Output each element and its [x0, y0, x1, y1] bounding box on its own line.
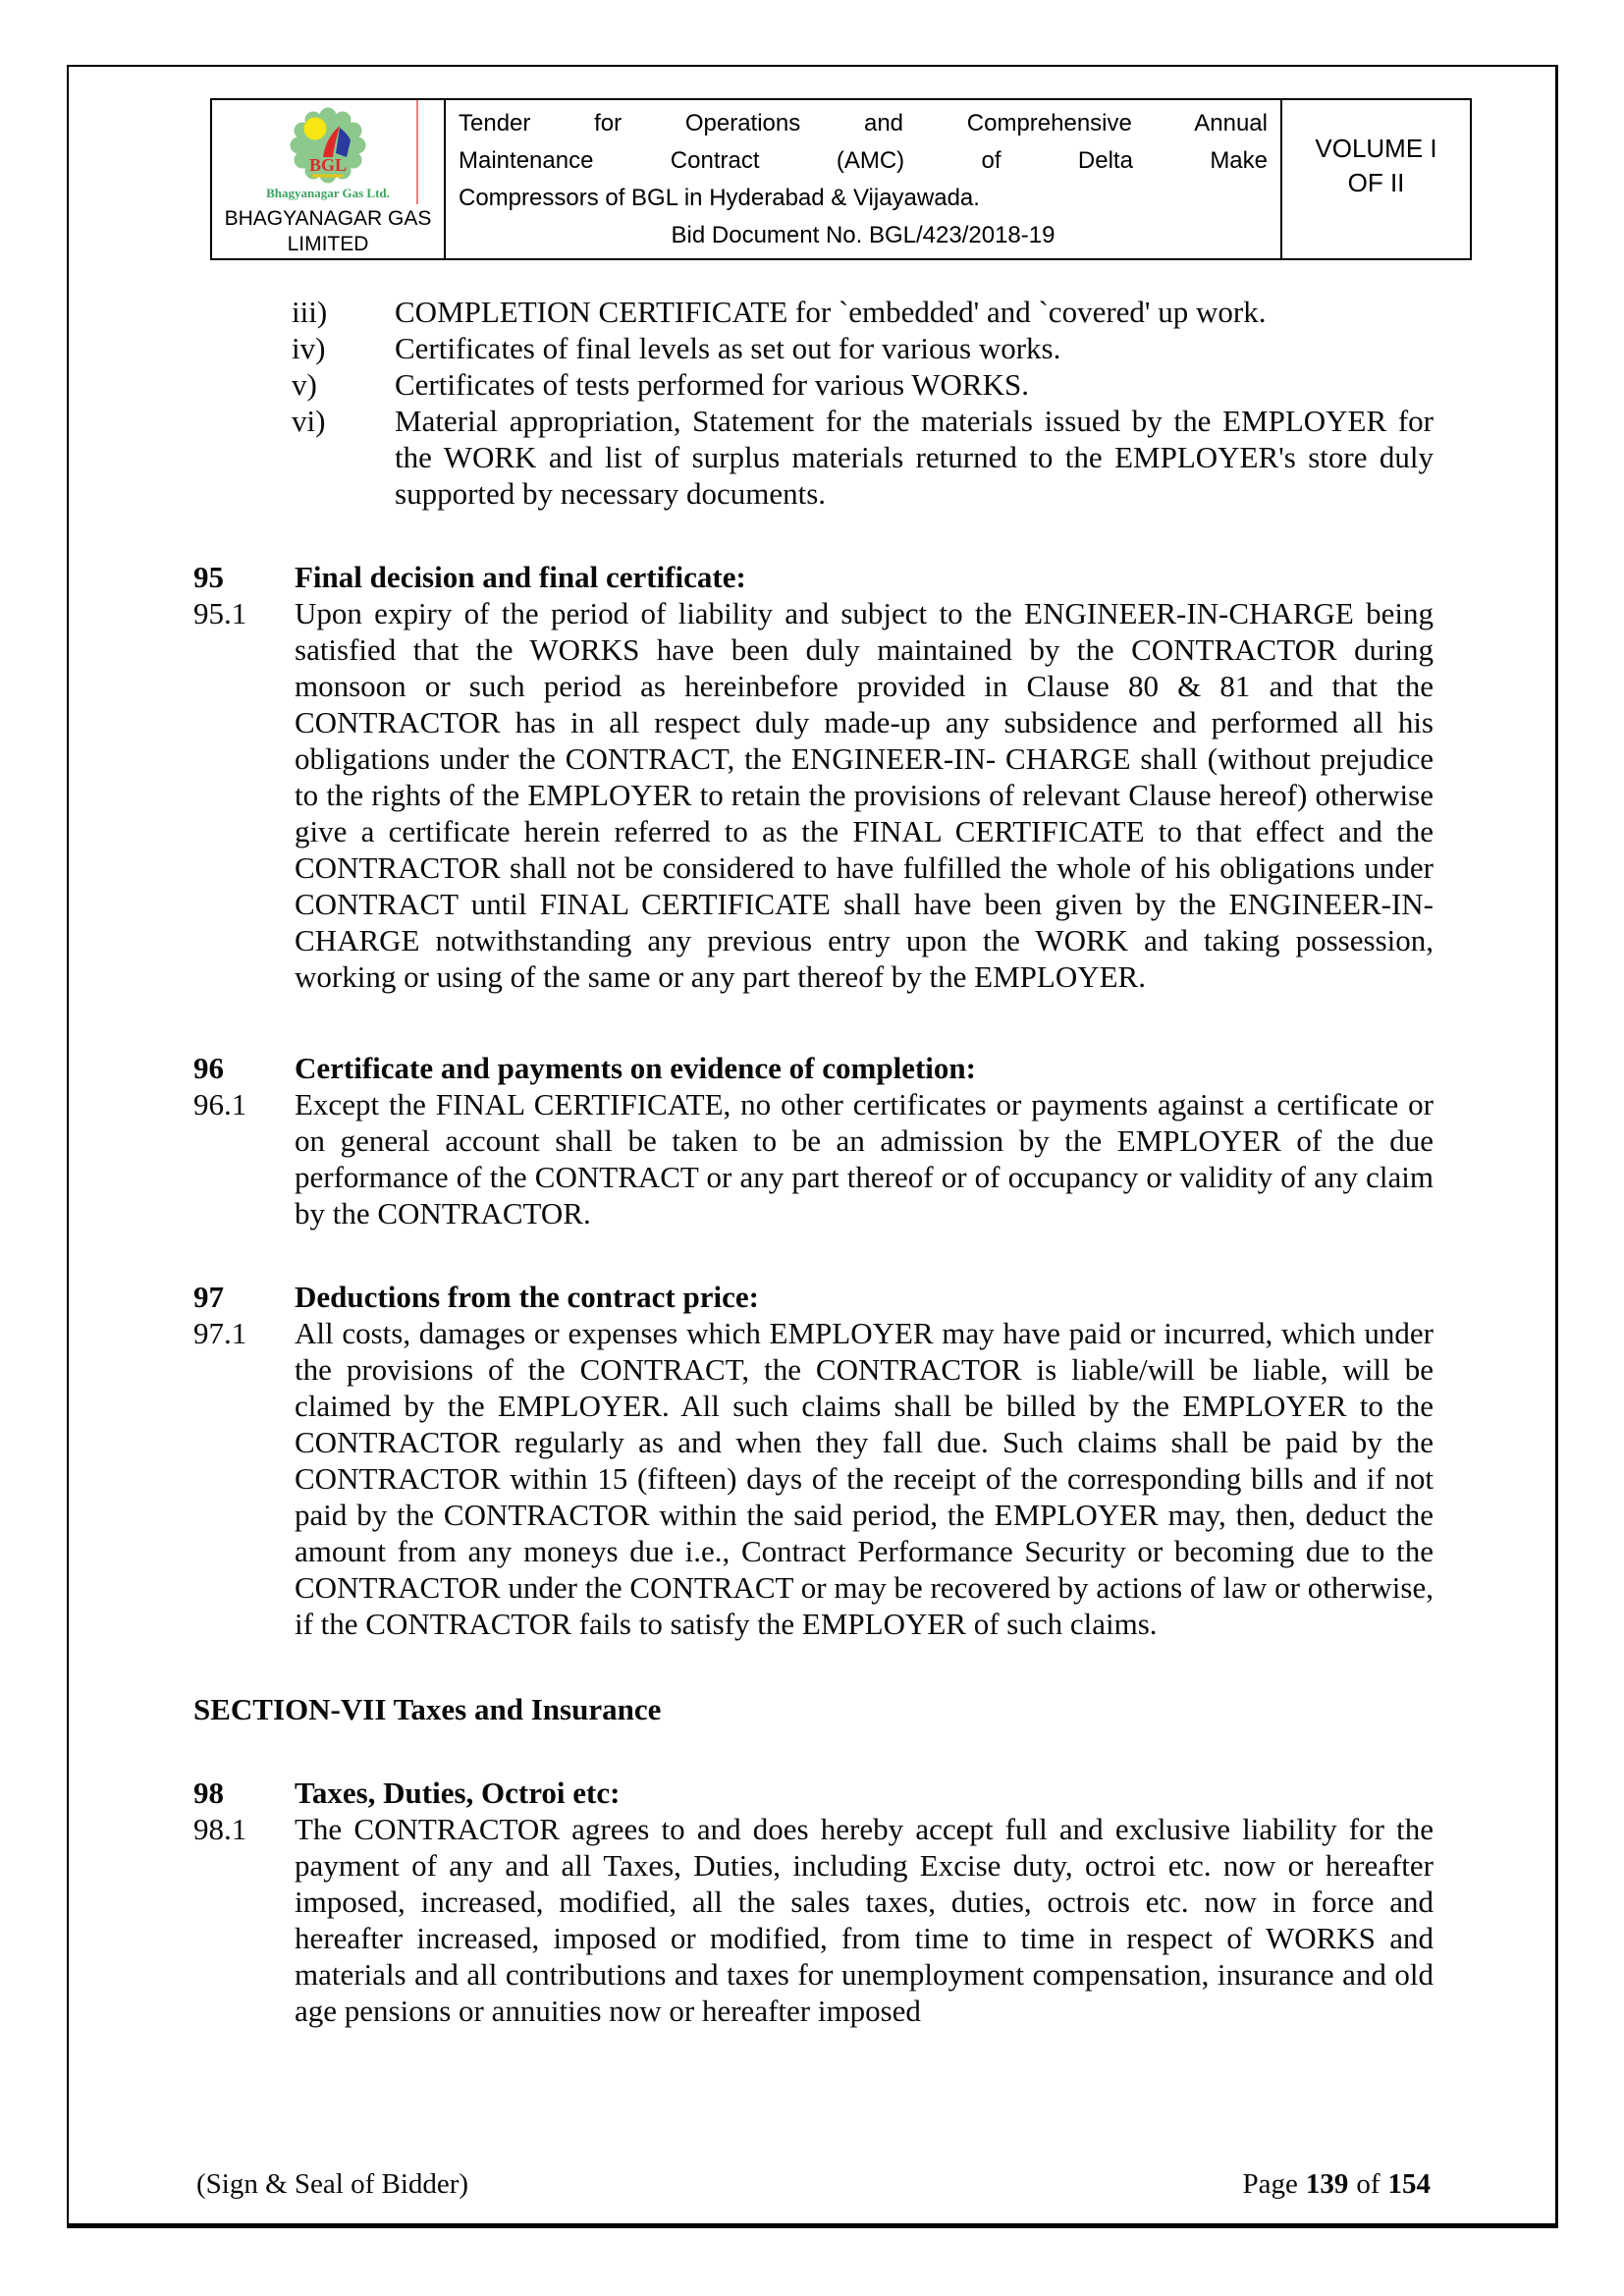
list-number: iv) — [292, 331, 326, 365]
sign-seal-label: (Sign & Seal of Bidder) — [196, 2168, 469, 2200]
list-item — [292, 366, 1434, 403]
list-item — [292, 330, 1434, 366]
clause-heading-row — [193, 559, 1434, 595]
volume-label-line-1: VOLUME I — [1315, 133, 1437, 163]
tender-title-line-1: Tender for Operations and Comprehensive Annual — [459, 110, 1268, 137]
clause-sub-number: 95.1 — [193, 596, 247, 630]
page-number: 139 — [1305, 2168, 1349, 2200]
clause-heading-row — [193, 1050, 1434, 1086]
clause-heading: Taxes, Duties, Octroi etc: — [295, 1776, 621, 1810]
red-accent-line — [416, 100, 418, 204]
volume-cell — [1282, 100, 1470, 258]
page-word: Page — [1242, 2168, 1298, 2200]
list-number: iii) — [292, 295, 328, 329]
clause-heading: Certificate and payments on evidence of completion: — [295, 1051, 976, 1085]
body-content — [193, 294, 1434, 2029]
clause-body-row — [193, 1315, 1434, 1642]
header-table — [210, 98, 1472, 260]
tender-title-line-3: Compressors of BGL in Hyderabad & Vijayawada. — [459, 185, 980, 211]
of-word: of — [1356, 2168, 1380, 2200]
volume-label-line-2: OF II — [1347, 167, 1405, 197]
list-text: Material appropriation, Statement for the materials issued by the EMPLOYER for the WORK and list of surplus materials returned to the EMPLOYER's store duly supported by necessary documents. — [395, 404, 1434, 511]
sun-icon — [304, 118, 327, 140]
clause-heading-row — [193, 1279, 1434, 1315]
clause-body-row — [193, 595, 1434, 995]
clause-number: 98 — [193, 1776, 224, 1810]
page-footer — [196, 2166, 1431, 2202]
list-item — [292, 403, 1434, 512]
total-pages: 154 — [1387, 2168, 1431, 2200]
clause-heading-row — [193, 1775, 1434, 1811]
title-cell — [446, 100, 1282, 258]
logo-bgl-text: BGL — [308, 155, 348, 175]
list-text: COMPLETION CERTIFICATE for `embedded' and `covered' up work. — [395, 295, 1267, 329]
clause-body-row — [193, 1811, 1434, 2029]
clause-body-row — [193, 1086, 1434, 1231]
clause-number: 96 — [193, 1051, 224, 1085]
list-number: vi) — [292, 404, 326, 438]
logo-cell — [212, 100, 446, 258]
list-number: v) — [292, 367, 317, 402]
clause-sub-number: 97.1 — [193, 1316, 247, 1350]
section-vii-heading: SECTION-VII Taxes and Insurance — [193, 1692, 662, 1726]
company-name: BHAGYANAGAR GAS LIMITED — [224, 207, 432, 255]
list-text: Certificates of tests performed for various WORKS. — [395, 367, 1029, 402]
clause-number: 97 — [193, 1280, 224, 1314]
tender-title-line-2: Maintenance Contract (AMC) of Delta Make — [459, 147, 1268, 174]
clause-body: All costs, damages or expenses which EMPLOYER may have paid or incurred, which under the provisions of the CONTRACT, the CONTRACTOR is liable/will be liable, will be claimed by the EMPLOYER. All such claims shall be billed by the EMPLOYER to the CONTRACTOR regularly as and when they fall due. Such claims shall be paid by the CONTRACTOR within 15 (fifteen) days of the receipt of the corresponding bills and if not paid by the CONTRACTOR within the said period, the EMPLOYER may, then, deduct the amount from any moneys due i.e., Contract Performance Security or becoming due to the CONTRACTOR under the CONTRACT or may be recovered by actions of law or otherwise, if the CONTRACTOR fails to satisfy the EMPLOYER of such claims. — [295, 1316, 1434, 1641]
clause-number: 95 — [193, 560, 224, 594]
list-text: Certificates of final levels as set out for various works. — [395, 331, 1061, 365]
logo-caption: Bhagyanagar Gas Ltd. — [266, 186, 390, 200]
list-item — [292, 294, 1434, 330]
clause-heading: Final decision and final certificate: — [295, 560, 746, 594]
bid-document-number: Bid Document No. BGL/423/2018-19 — [671, 222, 1056, 248]
page-border-frame — [67, 65, 1558, 2228]
clause-sub-number: 98.1 — [193, 1812, 247, 1846]
clause-sub-number: 96.1 — [193, 1087, 247, 1121]
page-indicator — [1242, 2166, 1431, 2202]
clause-body: The CONTRACTOR agrees to and does hereby accept full and exclusive liability for the payment of any and all Taxes, Duties, including Excise duty, octroi etc. now or hereafter imposed, increased, modified, all the sales taxes, duties, octrois etc. now in force and hereafter increased, imposed or modified, from time to time in respect of WORKS and materials and all contributions and taxes for unemployment compensation, insurance and old age pensions or annuities now or hereafter imposed — [295, 1812, 1434, 2028]
bgl-logo — [254, 102, 402, 205]
clause-body: Except the FINAL CERTIFICATE, no other certificates or payments against a certificate or on general account shall be taken to be an admission by the EMPLOYER of the due performance of the CONTRACT or any part thereof or of occupancy or validity of any claim by the CONTRACTOR. — [295, 1087, 1434, 1230]
clause-heading: Deductions from the contract price: — [295, 1280, 759, 1314]
clause-body: Upon expiry of the period of liability and subject to the ENGINEER-IN-CHARGE being satisfied that the WORKS have been duly maintained by the CONTRACTOR during monsoon or such period as hereinbefore provided in Clause 80 & 81 and that the CONTRACTOR has in all respect duly made-up any subsidence and performed all his obligations under the CONTRACT, the ENGINEER-IN- CHARGE shall (without prejudice to the rights of the EMPLOYER to retain the provisions of relevant Clause hereof) otherwise give a certificate herein referred to as the FINAL CERTIFICATE to that effect and the CONTRACTOR shall not be considered to have fulfilled the whole of his obligations under CONTRACT until FINAL CERTIFICATE shall have been given by the ENGINEER-IN- CHARGE notwithstanding any previous entry upon the WORK and taking possession, working or using of the same or any part thereof by the EMPLOYER. — [295, 596, 1434, 994]
logo-underline — [312, 175, 344, 178]
